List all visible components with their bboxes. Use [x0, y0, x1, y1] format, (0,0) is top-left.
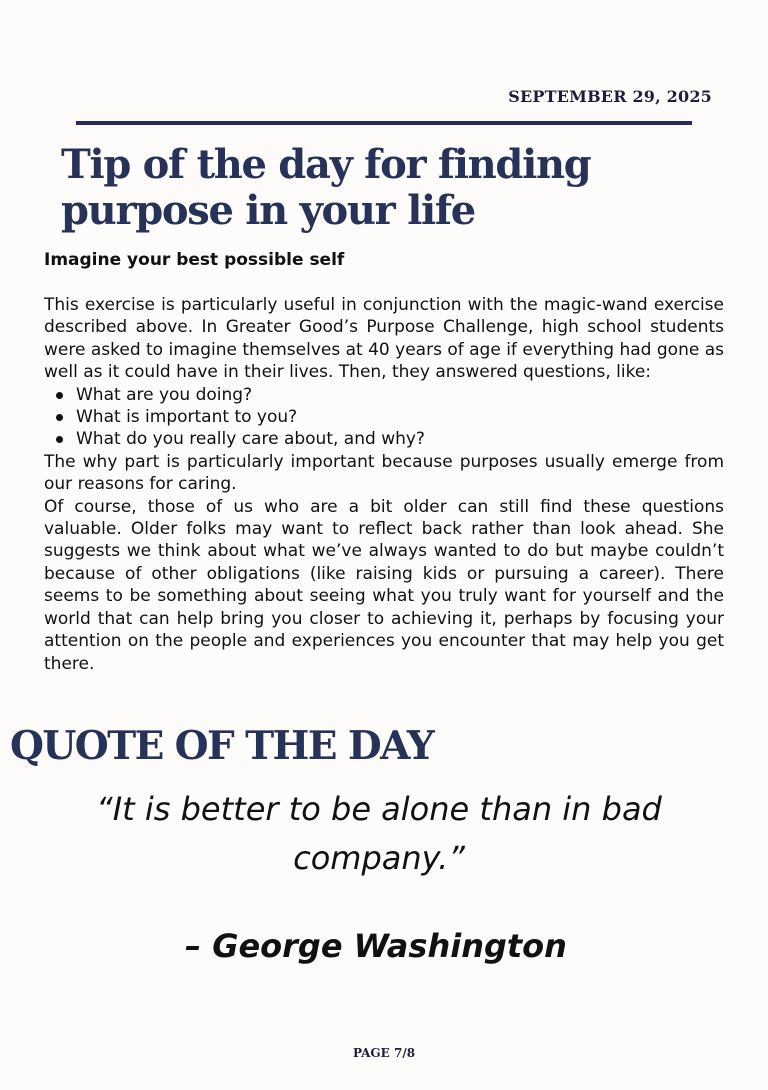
- questions-list: [44, 384, 724, 451]
- quote-text: “It is better to be alone than in bad company.”: [96, 790, 662, 877]
- article-title: Tip of the day for finding purpose in your life: [61, 141, 591, 234]
- bullet-icon: [56, 436, 63, 443]
- older-folks-paragraph: Of course, those of us who are a bit older can still find these questions valuable. Older folks may want to reflect back rather than look ahead. She suggests we think about what we’ve always wanted to do but maybe couldn’t because of other obligations (like raising kids or pursuing a career). There seems to be something about seeing what you truly want for yourself and the world that can help bring you closer to achieving it, perhaps by focusing your attention on the people and experiences you encounter that may help you get there.: [44, 496, 724, 674]
- article-subheading: Imagine your best possible self: [44, 250, 345, 270]
- list-item: [76, 406, 724, 428]
- page-number: PAGE 7/8: [352, 1046, 416, 1060]
- quote-heading: QUOTE OF THE DAY: [10, 723, 434, 769]
- list-item: [76, 384, 724, 406]
- intro-paragraph: This exercise is particularly useful in conjunction with the magic-wand exercise described above. In Greater Good’s Purpose Challenge, high school students were asked to imagine themselves at 40 years of age if everything had gone as well as it could have in their lives. Then, they answered questions, like:: [44, 295, 724, 383]
- list-item-text: What do you really care about, and why?: [76, 429, 425, 450]
- list-item-text: What are you doing?: [76, 384, 253, 405]
- article-body: [44, 294, 724, 675]
- quote-author: – George Washington: [185, 927, 567, 965]
- bullet-icon: [56, 414, 63, 421]
- bullet-icon: [56, 392, 63, 399]
- issue-date: SEPTEMBER 29, 2025: [508, 87, 712, 106]
- list-item-text: What is important to you?: [76, 407, 298, 428]
- list-item: [76, 428, 724, 450]
- header-divider: [76, 121, 692, 125]
- why-paragraph: The why part is particularly important because purposes usually emerge from our reasons for caring.: [44, 451, 724, 495]
